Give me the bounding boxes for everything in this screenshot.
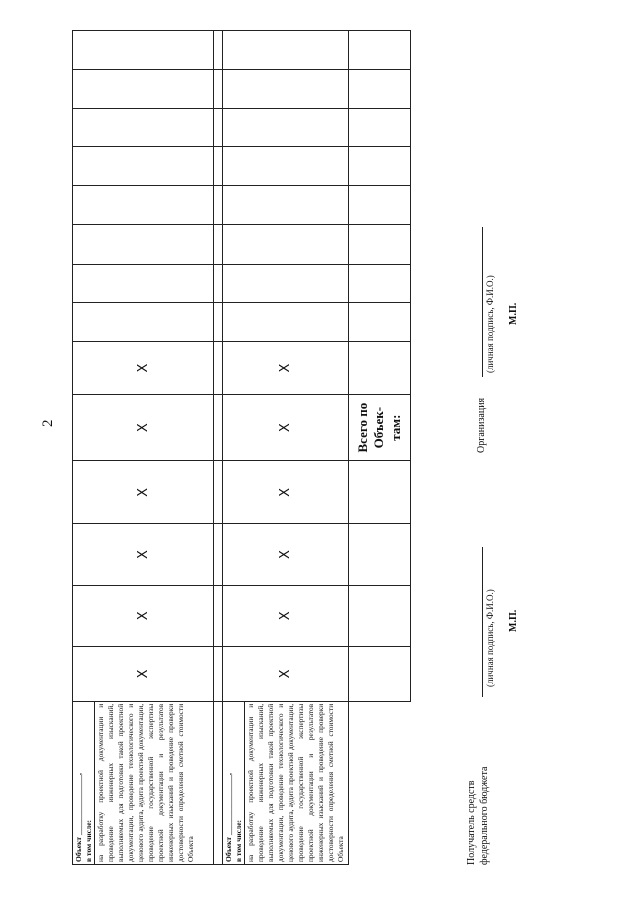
table-row-object-2 [223,31,349,865]
table-cell [223,224,349,264]
table-cell: X [223,585,349,646]
estimate-table [72,30,411,865]
table-cell [73,186,214,225]
table-cell: X [73,646,214,701]
table-cell: X [223,461,349,524]
table-cell [73,147,214,186]
object-1-label: Объект ________________, [74,773,83,862]
table-cell [349,147,411,186]
table-cell [73,224,214,264]
object-1-description: на разработку проектной документации и проведение инженерных изысканий, выполняемых для подготовки такой проектной документации, проведение технологического и ценового аудита, аудита проектной документации, проведение государственной экспертизы проектной документации и результатов инженерных изысканий и проведение проверки достоверности определения сметной стоимости Объекта [96,703,195,862]
table-cell [73,303,214,342]
organization-stamp: М.П. [508,302,519,325]
table-cell [223,147,349,186]
recipient-signature-line [482,547,483,697]
organization-signature-line [482,227,483,377]
table-cell [223,69,349,108]
object-2-in-total: в том числе: [234,702,245,864]
table-row-total [349,31,411,865]
table-cell [223,303,349,342]
table-cell: X [223,524,349,585]
table-cell [349,303,411,342]
table-cell [223,31,349,70]
total-label: Всего по Объек-там: [349,395,411,461]
table-cell [73,31,214,70]
table-cell: X [73,395,214,461]
rotated-sheet [72,30,519,865]
table-cell: X [73,461,214,524]
table-cell [349,108,411,147]
object-2-label: Объект ________________, [224,773,233,862]
organization-caption: (личная подпись, Ф.И.О.) [485,275,495,373]
table-cell [349,224,411,264]
object-1-description-cell [73,701,214,864]
table-cell [73,108,214,147]
object-2-description: на разработку проектной документации и проведение инженерных изысканий, выполняемых для подготовки такой проектной документации, проведение технологического и ценового аудита, аудита проектной документации, проведение государственной экспертизы проектной документации и результатов инженерных изысканий и проведение проверки достоверности определения сметной стоимости Объекта [246,703,345,862]
table-cell: X [73,585,214,646]
recipient-stamp: М.П. [508,609,519,632]
object-1-in-total: в том числе: [84,702,95,864]
table-cell [349,31,411,70]
table-cell: X [73,524,214,585]
table-cell [223,186,349,225]
table-cell [349,69,411,108]
table-cell: X [73,342,214,395]
table-cell [73,69,214,108]
table-cell [73,264,214,303]
recipient-label: Получатель средств федерального бюджета [466,766,490,865]
object-2-description-cell [223,701,349,864]
table-cell: X [223,342,349,395]
table-separator-row [214,31,223,865]
table-cell [349,264,411,303]
table-cell [223,264,349,303]
table-cell: X [223,395,349,461]
table-cell: X [223,646,349,701]
recipient-caption: (личная подпись, Ф.И.О.) [485,589,495,687]
table-cell [349,186,411,225]
organization-label: Организация [476,397,487,453]
table-cell [223,108,349,147]
table-cell [349,342,411,395]
page-number: 2 [40,419,56,427]
table-row-object-1 [73,31,214,865]
